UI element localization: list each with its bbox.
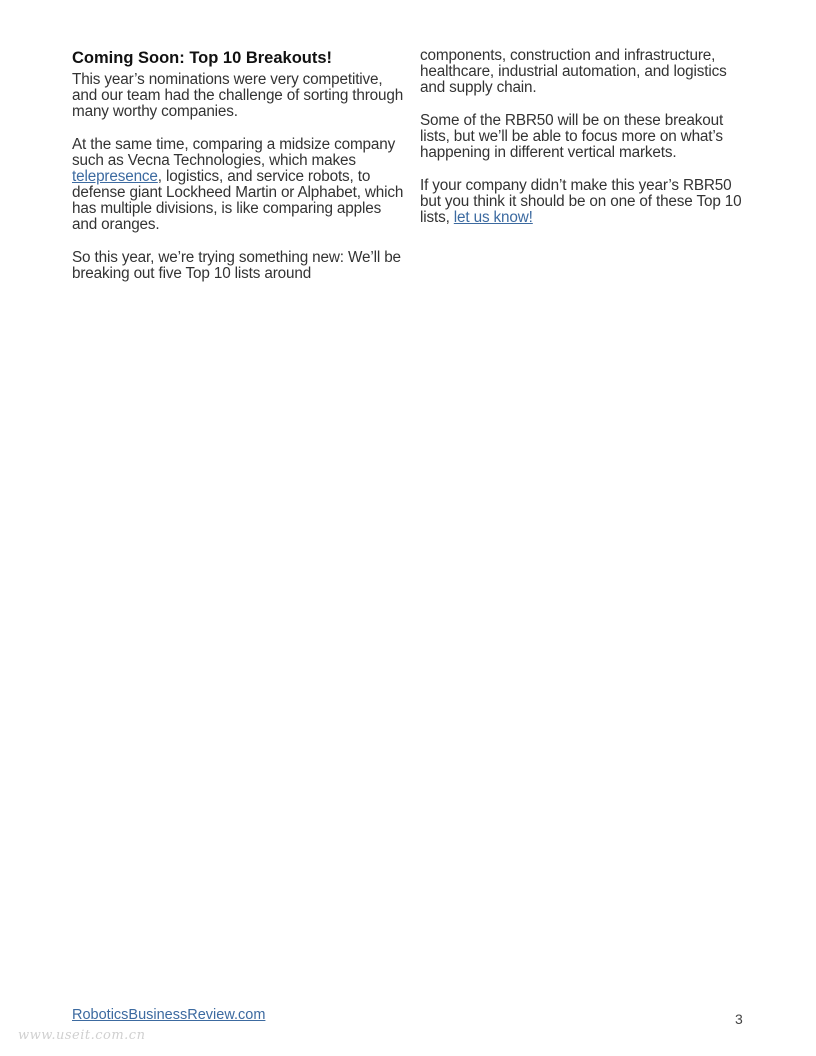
paragraph-let-us-know xyxy=(420,178,755,226)
section-heading: Coming Soon: Top 10 Breakouts! xyxy=(72,49,333,67)
paragraph-breakout-lists: Some of the RBR50 will be on these breakout lists, but we’ll be able to focus more on what’s happening in different vertical markets. xyxy=(420,112,724,161)
watermark: www.useit.com.cn xyxy=(18,1028,146,1043)
footer-site-link[interactable]: RoboticsBusinessReview.com xyxy=(72,1007,266,1023)
paragraph-new-approach: So this year, we’re trying something new: We’ll be breaking out five Top 10 lists around xyxy=(72,249,401,282)
paragraph-let-us-know-text: If your company didn’t make this year’s RBR50 but you think it should be on one of these Top 10 lists, xyxy=(420,177,742,226)
paragraph-comparison-text-start: At the same time, comparing a midsize company such as Vecna Technologies, which makes xyxy=(72,136,396,169)
right-column xyxy=(420,48,755,243)
paragraph-comparison-text-end: , logistics, and service robots, to defense giant Lockheed Martin or Alphabet, which has multiple divisions, is like comparing apples and oranges. xyxy=(72,168,404,233)
paragraph-categories: components, construction and infrastructure, healthcare, industrial automation, and logistics and supply chain. xyxy=(420,47,727,96)
paragraph-comparison xyxy=(72,137,404,233)
page-number: 3 xyxy=(735,1011,743,1027)
telepresence-link[interactable]: telepresence xyxy=(72,168,158,185)
let-us-know-link[interactable]: let us know! xyxy=(453,209,533,226)
left-column xyxy=(72,48,404,299)
paragraph-nominations: This year’s nominations were very competitive, and our team had the challenge of sorting through many worthy companies. xyxy=(72,71,404,120)
